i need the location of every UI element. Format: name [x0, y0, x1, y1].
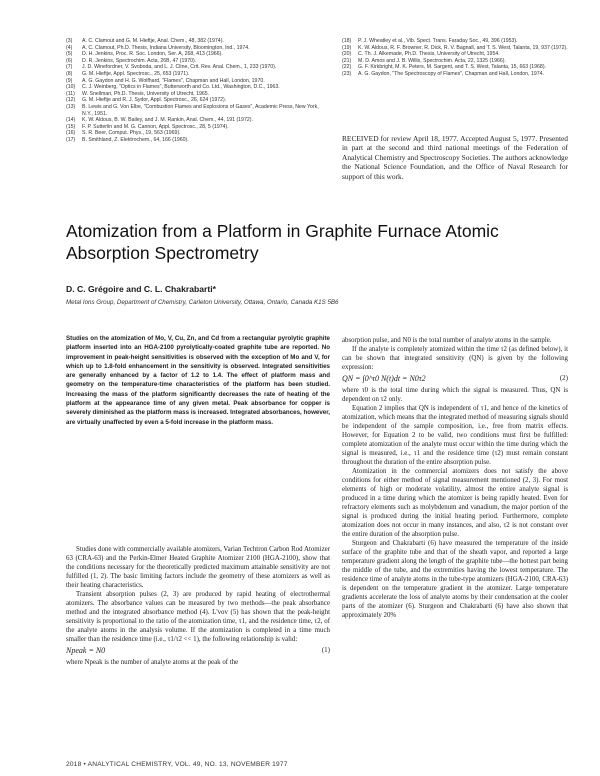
references-right — [342, 38, 568, 78]
paragraph: Atomization in the commercial atomizers does not satisfy the above conditions for either method of signal measurement mentioned (2, 3). For most elements of high or moderate volatility, almost the entire analyte signal is produced in a time during which the atomizer is being rapidly heated. Even for refractory elements such as molybdenum and vanadium, the major portion of the signal is produced during the initial heating period. Furthermore, complete atomization does not occur in many instances, and also, τ2 is not constant over the entire duration of the absorption pulse. — [342, 468, 568, 538]
reference-item — [66, 97, 328, 104]
reference-number: (23) — [342, 70, 352, 77]
reference-item — [66, 124, 328, 131]
paragraph: Studies done with commercially available atomizers, Varian Techtron Carbon Rod Atomizer 63 (CRA-63) and the Perkin-Elmer Heated Graphite Atomizer 2100 (HGA-2100), show that the conditions necessary for the theoretically predicted maximum attainable sensitivity are not fulfilled (1, 2). The basic limiting factors include the geometry of these atomizers as well as their heating characteristics. — [66, 546, 330, 589]
reference-item — [66, 84, 328, 91]
reference-item — [66, 104, 328, 117]
reference-number: (7) — [66, 64, 73, 71]
reference-item — [66, 64, 328, 71]
reference-number: (18) — [342, 38, 352, 44]
reference-number: (16) — [66, 130, 76, 137]
reference-number: (10) — [66, 84, 76, 91]
reference-item — [342, 51, 568, 58]
reference-text: A. C. Clamout and G. M. Hieftje, Anal. Chem., 48, 382 (1974). — [82, 38, 224, 44]
reference-text: G. F. Kirkbright, M. K. Peters, M. Sargent, and T. S. West, Talanta, 15, 663 (1968). — [358, 64, 546, 71]
paragraph: absorption pulse, and N0 is the total number of analyte atoms in the sample. — [342, 337, 552, 344]
paragraph: where τ0 is the total time during which the signal is measured. Thus, QN is dependent on τ2 only. — [342, 387, 568, 403]
reference-text: K. W. Aldous, R. F. Browner, R. Dick, R. V. Bagnall, and T. S. West, Talanta, 19, 937 (1972). — [358, 44, 568, 51]
reference-number: (5) — [66, 51, 73, 58]
affiliation: Metal Ions Group, Department of Chemistry, Carleton University, Ottawa, Ontario, Canada K1S 5B6 — [66, 299, 339, 306]
reference-number: (3) — [66, 38, 73, 44]
equation-2 — [342, 374, 568, 383]
reference-number: (14) — [66, 117, 76, 124]
reference-item — [66, 137, 328, 144]
equation-text: QN = ∫0^τ0 N(t)dt = N0τ2 — [342, 374, 426, 383]
reference-number: (9) — [66, 77, 73, 84]
paragraph: If the analyte is completely atomized within the time τ2 (as defined below), it can be shown that integrated sensitivity (QN) is given by the following expression: — [342, 346, 568, 371]
reference-number: (22) — [342, 64, 352, 71]
page-footer: 2018 • ANALYTICAL CHEMISTRY, VOL. 49, NO. 13, NOVEMBER 1977 — [66, 761, 288, 768]
paragraph: Sturgeon and Chakrabarti (6) have measured the temperature of the inside surface of the graphite tube and that of the sheath vapor, and reported a large temperature gradient along the length of the graphite tube—the hottest part being the middle of the tube, and the extremities having the lowest temperature. The residence time of analyte atoms in the tube-type atomizers (HGA-2100, CRA-63) is dependent on the temperature gradient in the atomizer. Large temperature gradients accelerate the loss of analyte atoms by their condensation at the cooler parts of the atomizer (6). Sturgeon and Chakrabarti (6) have also shown that approximately 20% — [342, 540, 568, 619]
reference-item — [66, 130, 328, 137]
reference-item — [66, 51, 328, 58]
equation-number: (1) — [321, 646, 330, 654]
reference-text: D. H. Jenkins, Proc. R. Soc. London, Ser. A, 268, 413 (1966). — [82, 51, 223, 58]
paragraph: Transient absorption pulses (2, 3) are produced by rapid heating of electrothermal atomizers. The absorbance values can be measured by two methods—the peak absorbance method and the integrated absorbance method (4). L'vov (5) has shown that the peak-height sensitivity is proportional to the ratio of the atomization time, τ1, and the residence time, τ2, of the analyte atoms in the analysis volume. If the atomization is completed in a time much smaller than the residence time (i.e., τ1/τ2 << 1), the following relationship is valid: — [66, 591, 330, 643]
reference-number: (8) — [66, 70, 73, 77]
reference-number: (15) — [66, 123, 76, 130]
reference-item — [66, 58, 328, 65]
reference-text: M. D. Amos and J. B. Willis, Spectrochim. Acta, 22, 1325 (1966). — [358, 57, 506, 64]
reference-item — [342, 64, 568, 71]
reference-text: B. Smithland, Z. Elektrochem., 64, 166 (1960). — [82, 136, 189, 143]
equation-number: (2) — [559, 374, 568, 382]
reference-text: A. G. Gaydon and H. G. Wolfhard, "Flames", Chapman and Hall, London, 1970. — [82, 77, 265, 84]
reference-number: (6) — [66, 57, 73, 64]
reference-text: C. J. Weinberg, "Optics in Flames", Butterworth and Co. Ltd., Washington, D.C., 1963. — [82, 84, 280, 91]
received-note: RECEIVED for review April 18, 1977. Accepted August 5, 1977. Presented in part at the second and third national meetings of the Federation of Analytical Chemistry and Spectroscopy Societies. The authors acknowledge the National Science Foundation, and the Office of Naval Research for support of this work. — [342, 134, 568, 181]
reference-number: (11) — [66, 90, 75, 97]
reference-number: (4) — [66, 44, 73, 51]
reference-number: (19) — [342, 44, 352, 51]
abstract: Studies on the atomization of Mo, V, Cu, Zn, and Cd from a rectangular pyrolytic graphite platform inserted into an HGA-2100 pyrolytically-coated graphite tube are reported. No improvement in peak-height sensitivities is observed with the exception of Mo and V, for which up to 1.8-fold enhancement in the sensitivity is observed. Integrated sensitivities are generally enhanced by a factor of 1.2 to 1.4. The effect of platform mass and geometry on the temperature-time characteristics of the platform has been studied. Increasing the mass of the platform significantly decreases the rate of heating of the platform at the appearance time of any given metal. Peak absorbance for copper is severely diminished as the platform mass is increased. Integrated absorbances, however, are virtually unaffected by even a 5-fold increase in the platform mass. — [66, 335, 330, 426]
reference-text: G. M. Hieftje, Appl. Spectrosc., 25, 653 (1971). — [82, 70, 190, 77]
reference-item — [66, 91, 328, 98]
reference-text: B. Lewis and G. Von Elbe, "Combustion Flames and Explosions of Gases", Academic Press, New York, N.Y., 1951. — [82, 103, 319, 117]
reference-item — [66, 45, 328, 52]
equation-text: Npeak = N0 — [66, 646, 106, 655]
paragraph: where Npeak is the number of analyte atoms at the peak of the — [66, 659, 239, 666]
reference-number: (12) — [66, 97, 76, 104]
references-left — [66, 38, 328, 144]
body-column-left — [66, 545, 330, 667]
reference-item — [66, 71, 328, 78]
reference-item — [342, 38, 568, 45]
reference-text: J. D. Winefordner, V. Svoboda, and L. J. Cline, Crit. Rev. Anal. Chem., 1, 233 (1970). — [82, 64, 277, 71]
reference-item — [342, 58, 568, 65]
reference-text: G. M. Hieftje and R. J. Sydor, Appl. Spectrosc., 26, 624 (1972). — [82, 97, 227, 104]
reference-number: (20) — [342, 51, 352, 58]
reference-text: A. G. Gaydon, "The Spectroscopy of Flames", Chapman and Hall, London, 1974. — [358, 70, 544, 77]
reference-text: F. P. Sutterlin and M. G. Cannon, Appl. Spectrosc., 28, 5 (1974). — [82, 123, 229, 130]
reference-text: A. C. Clamout, Ph.D. Thesis, Indiana University, Bloomington, Ind., 1974. — [82, 44, 250, 51]
reference-number: (13) — [66, 103, 76, 110]
reference-text: K. W. Aldous, B. W. Bailey, and J. M. Rankin, Anal. Chem., 44, 191 (1972). — [82, 117, 253, 124]
reference-item — [66, 117, 328, 124]
body-column-right — [342, 336, 568, 620]
reference-text: W. Snellman, Ph.D. Thesis, University of Utrecht, 1965. — [82, 90, 210, 97]
reference-item — [66, 78, 328, 85]
authors: D. C. Grégoire and C. L. Chakrabarti* — [66, 284, 216, 294]
reference-item — [66, 38, 328, 45]
reference-item — [342, 71, 568, 78]
reference-text: P. J. Wheatley et al., Vib. Spect. Trans. Faraday Soc., 49, 396 (1953). — [358, 38, 518, 44]
reference-number: (21) — [342, 57, 352, 64]
reference-text: S. R. Beer, Comput. Phys., 19, 563 (1969). — [82, 130, 181, 137]
reference-text: D. R. Jenkins, Spectrochim. Acta, 26B, 47 (1970). — [82, 57, 197, 64]
article-title: Atomization from a Platform in Graphite Furnace Atomic Absorption Spectrometry — [66, 221, 499, 263]
reference-item — [342, 45, 568, 52]
reference-number: (17) — [66, 136, 76, 143]
reference-text: C. Th. J. Alkemade, Ph.D. Thesis, University of Utrecht, 1954. — [358, 51, 500, 58]
equation-1 — [66, 646, 330, 655]
paragraph: Equation 2 implies that QN is independent of τ1, and hence of the kinetics of atomization, which means that the integrated method of measuring signals should be independent of the sample composition, i.e., free from matrix effects. However, for Equation 2 to be valid, two conditions must first be fulfilled: complete atomization of the analyte must occur within the time during which the signal is measured, i.e., τ1 and the residence time (τ2) must remain constant throughout the duration of the entire absorption pulse. — [342, 405, 568, 466]
